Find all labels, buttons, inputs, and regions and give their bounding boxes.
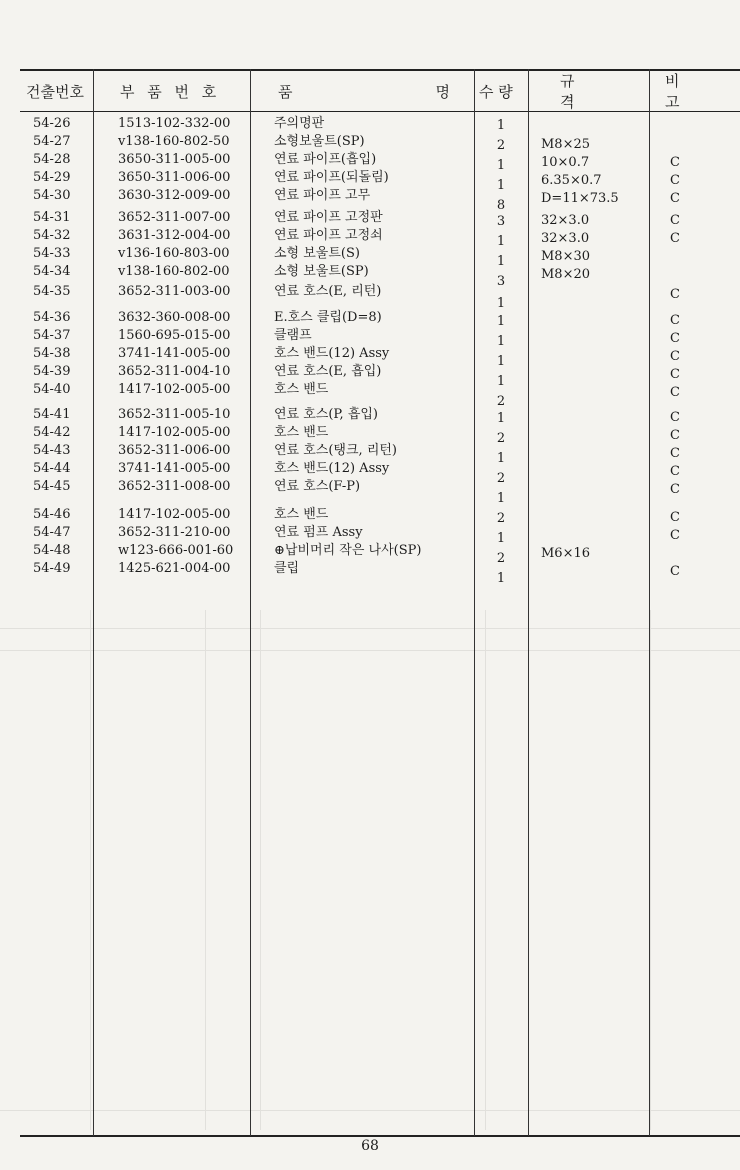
cell-part-name: 연료 호스(P, 흡입) [274, 407, 379, 422]
cell-part-number: 3650-311-005-00 [118, 152, 231, 167]
cell-part-number: 3631-312-004-00 [118, 228, 231, 243]
cell-part-number: 3652-311-005-10 [118, 407, 231, 422]
cell-item-number: 54-46 [33, 507, 71, 522]
table-bottom-rule [20, 1135, 740, 1137]
cell-part-name: 소형 보울트(SP) [274, 264, 369, 279]
cell-remark: C [670, 428, 680, 443]
cell-quantity: 1 [496, 411, 506, 426]
cell-part-number: 3652-311-004-10 [118, 364, 231, 379]
header-item-number-label: 건출번호 [26, 82, 84, 101]
cell-quantity: 1 [496, 178, 506, 193]
cell-quantity: 1 [496, 354, 506, 369]
cell-quantity: 1 [496, 118, 506, 133]
header-item-number [26, 70, 92, 112]
cell-remark: C [670, 410, 680, 425]
cell-remark: C [670, 191, 680, 206]
cell-part-number: 3652-311-210-00 [118, 525, 231, 540]
cell-quantity: 2 [496, 138, 506, 153]
cell-remark: C [670, 173, 680, 188]
cell-remark: C [670, 564, 680, 579]
cell-specification: M8×20 [541, 267, 591, 282]
cell-item-number: 54-42 [33, 425, 71, 440]
cell-remark: C [670, 231, 680, 246]
cell-quantity: 1 [496, 334, 506, 349]
cell-part-name: 연료 파이프 고정쇠 [274, 228, 383, 243]
cell-item-number: 54-49 [33, 561, 71, 576]
header-part-name-left: 품 [278, 82, 293, 101]
cell-part-number: 1560-695-015-00 [118, 328, 231, 343]
header-remarks [665, 70, 740, 112]
cell-item-number: 54-35 [33, 284, 71, 299]
cell-quantity: 1 [496, 491, 506, 506]
cell-item-number: 54-47 [33, 525, 71, 540]
cell-item-number: 54-45 [33, 479, 71, 494]
cell-part-number: 3630-312-009-00 [118, 188, 231, 203]
cell-item-number: 54-48 [33, 543, 71, 558]
cell-remark: C [670, 213, 680, 228]
cell-item-number: 54-27 [33, 134, 71, 149]
header-part-number-label: 부 품 번 호 [120, 82, 221, 101]
cell-part-number: 3741-141-005-00 [118, 461, 231, 476]
cell-remark: C [670, 464, 680, 479]
cell-remark: C [670, 155, 680, 170]
cell-part-name: 연료 호스(탱크, 리턴) [274, 443, 398, 458]
cell-item-number: 54-29 [33, 170, 71, 185]
column-divider [250, 69, 251, 1136]
cell-remark: C [670, 313, 680, 328]
cell-specification: 32×3.0 [541, 213, 590, 228]
cell-item-number: 54-31 [33, 210, 71, 225]
cell-part-number: 1417-102-005-00 [118, 425, 231, 440]
header-remarks-label: 비 고 [665, 72, 710, 111]
cell-quantity: 2 [496, 431, 506, 446]
cell-quantity: 1 [496, 296, 506, 311]
header-part-name [278, 70, 450, 112]
cell-quantity: 1 [496, 254, 506, 269]
cell-quantity: 1 [496, 374, 506, 389]
cell-quantity: 1 [496, 451, 506, 466]
cell-item-number: 54-34 [33, 264, 71, 279]
cell-quantity: 1 [496, 234, 506, 249]
header-part-number [120, 70, 230, 112]
cell-part-number: 3741-141-005-00 [118, 346, 231, 361]
cell-part-name: 주의명판 [274, 116, 325, 131]
cell-quantity: 3 [496, 214, 506, 229]
cell-item-number: 54-33 [33, 246, 71, 261]
cell-remark: C [670, 367, 680, 382]
cell-remark: C [670, 510, 680, 525]
cell-quantity: 2 [496, 471, 506, 486]
cell-part-name: 호스 밴드(12) Assy [274, 461, 390, 476]
show-through-background [0, 610, 740, 1130]
cell-remark: C [670, 446, 680, 461]
cell-quantity: 2 [496, 394, 506, 409]
header-quantity-label: 수 량 [479, 82, 513, 101]
cell-part-number: 3652-311-007-00 [118, 210, 231, 225]
cell-part-name: ⊕납비머리 작은 나사(SP) [274, 543, 422, 558]
cell-item-number: 54-40 [33, 382, 71, 397]
cell-remark: C [670, 287, 680, 302]
cell-part-name: 클램프 [274, 328, 312, 343]
cell-remark: C [670, 331, 680, 346]
cell-part-number: 3632-360-008-00 [118, 310, 231, 325]
header-quantity [479, 70, 529, 112]
cell-item-number: 54-32 [33, 228, 71, 243]
cell-specification: M8×30 [541, 249, 591, 264]
cell-specification: 10×0.7 [541, 155, 590, 170]
cell-item-number: 54-38 [33, 346, 71, 361]
cell-part-number: v136-160-803-00 [118, 246, 230, 261]
cell-item-number: 54-44 [33, 461, 71, 476]
cell-part-name: 소형보울트(SP) [274, 134, 365, 149]
cell-remark: C [670, 385, 680, 400]
cell-quantity: 1 [496, 531, 506, 546]
cell-part-number: w123-666-001-60 [118, 543, 234, 558]
header-specification-label: 규 격 [560, 72, 605, 111]
cell-remark: C [670, 349, 680, 364]
cell-part-number: 1425-621-004-00 [118, 561, 231, 576]
cell-part-name: 호스 밴드 [274, 507, 329, 522]
cell-part-number: v138-160-802-50 [118, 134, 230, 149]
cell-item-number: 54-43 [33, 443, 71, 458]
cell-part-number: v138-160-802-00 [118, 264, 230, 279]
cell-quantity: 2 [496, 511, 506, 526]
cell-remark: C [670, 482, 680, 497]
cell-specification: D=11×73.5 [541, 191, 619, 206]
cell-part-number: 3650-311-006-00 [118, 170, 231, 185]
cell-part-name: 호스 밴드(12) Assy [274, 346, 390, 361]
cell-specification: 32×3.0 [541, 231, 590, 246]
cell-part-number: 3652-311-008-00 [118, 479, 231, 494]
cell-quantity: 2 [496, 551, 506, 566]
cell-item-number: 54-28 [33, 152, 71, 167]
cell-part-number: 1417-102-005-00 [118, 507, 231, 522]
cell-part-name: 호스 밴드 [274, 425, 329, 440]
cell-remark: C [670, 528, 680, 543]
cell-part-number: 1513-102-332-00 [118, 116, 231, 131]
column-divider [93, 69, 94, 1136]
cell-specification: M6×16 [541, 546, 591, 561]
header-specification [560, 70, 640, 112]
cell-quantity: 1 [496, 158, 506, 173]
cell-part-number: 3652-311-006-00 [118, 443, 231, 458]
cell-item-number: 54-41 [33, 407, 71, 422]
cell-part-name: E.호스 클립(D=8) [274, 310, 382, 325]
cell-specification: M8×25 [541, 137, 591, 152]
cell-quantity: 8 [496, 198, 506, 213]
cell-item-number: 54-26 [33, 116, 71, 131]
cell-part-name: 연료 호스(E, 리턴) [274, 284, 382, 299]
cell-part-name: 연료 파이프(되돌림) [274, 170, 389, 185]
cell-part-name: 호스 밴드 [274, 382, 329, 397]
cell-part-name: 연료 펌프 Assy [274, 525, 363, 540]
cell-part-name: 소형 보울트(S) [274, 246, 360, 261]
cell-item-number: 54-37 [33, 328, 71, 343]
cell-part-name: 연료 호스(F-P) [274, 479, 361, 494]
cell-part-name: 클립 [274, 561, 300, 576]
cell-quantity: 1 [496, 571, 506, 586]
cell-part-name: 연료 파이프 고정판 [274, 210, 383, 225]
cell-part-number: 3652-311-003-00 [118, 284, 231, 299]
header-part-name-right: 명 [435, 82, 450, 101]
cell-quantity: 3 [496, 274, 506, 289]
cell-specification: 6.35×0.7 [541, 173, 602, 188]
cell-item-number: 54-36 [33, 310, 71, 325]
cell-item-number: 54-30 [33, 188, 71, 203]
cell-part-name: 연료 호스(E, 흡입) [274, 364, 382, 379]
cell-quantity: 1 [496, 314, 506, 329]
column-divider [528, 69, 529, 1136]
cell-item-number: 54-39 [33, 364, 71, 379]
cell-part-number: 1417-102-005-00 [118, 382, 231, 397]
cell-part-name: 연료 파이프(흡입) [274, 152, 377, 167]
page-number: 68 [361, 1138, 379, 1154]
cell-part-name: 연료 파이프 고무 [274, 188, 371, 203]
